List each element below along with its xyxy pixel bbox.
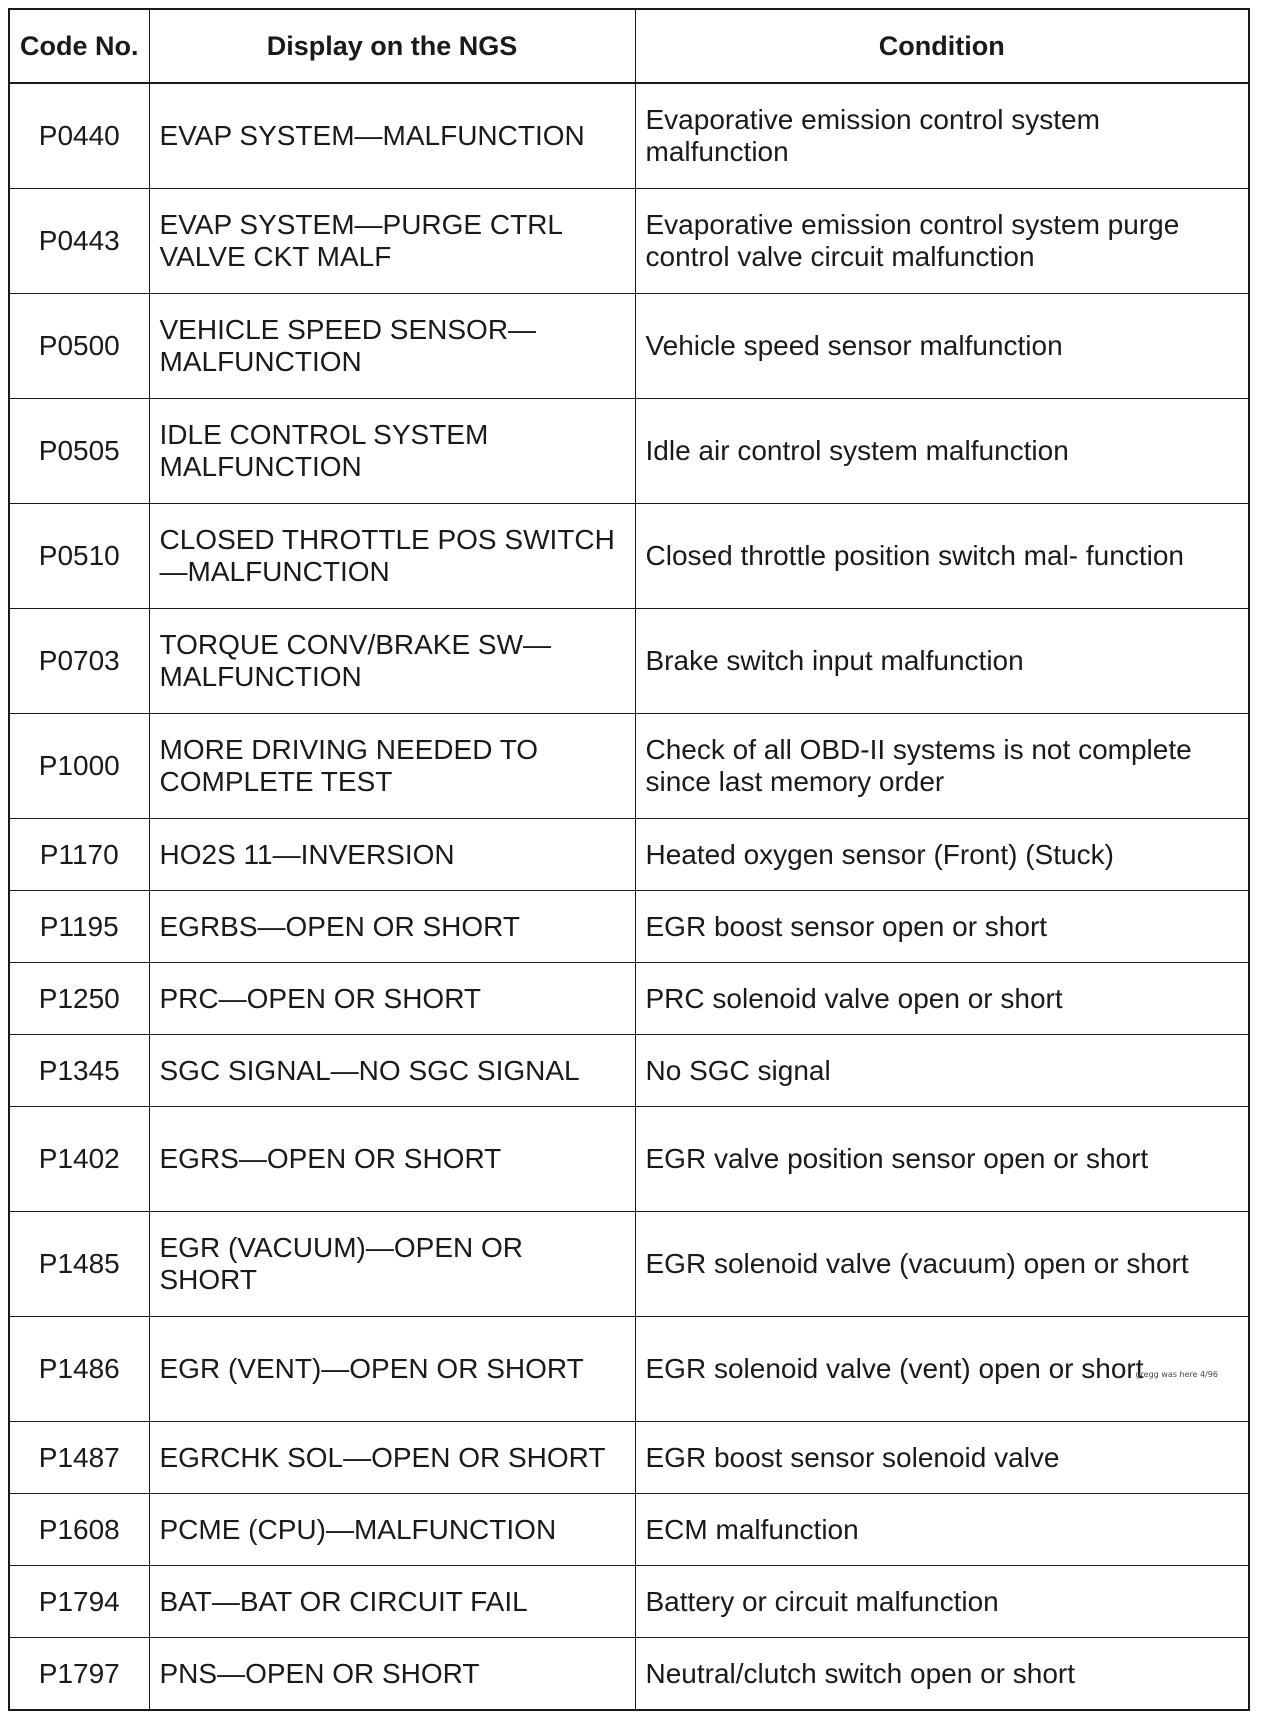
display-cell: EGR (VENT)—OPEN OR SHORT — [149, 1317, 635, 1422]
header-condition: Condition — [635, 9, 1249, 83]
condition-cell: EGR solenoid valve (vacuum) open or short — [635, 1212, 1249, 1317]
code-cell: P0443 — [9, 189, 149, 294]
condition-cell: Battery or circuit malfunction — [635, 1566, 1249, 1638]
condition-cell: Brake switch input malfunction — [635, 609, 1249, 714]
condition-cell: Evaporative emission control system purge control valve circuit malfunction — [635, 189, 1249, 294]
display-cell: EVAP SYSTEM—MALFUNCTION — [149, 83, 635, 189]
display-cell: EGRS—OPEN OR SHORT — [149, 1107, 635, 1212]
display-cell: MORE DRIVING NEEDED TO COMPLETE TEST — [149, 714, 635, 819]
code-cell: P1794 — [9, 1566, 149, 1638]
code-cell: P1195 — [9, 891, 149, 963]
condition-cell — [635, 1317, 1249, 1422]
code-cell: P1345 — [9, 1035, 149, 1107]
code-cell: P1402 — [9, 1107, 149, 1212]
header-display: Display on the NGS — [149, 9, 635, 83]
code-cell: P1486 — [9, 1317, 149, 1422]
display-cell: EGRBS—OPEN OR SHORT — [149, 891, 635, 963]
display-cell: PCME (CPU)—MALFUNCTION — [149, 1494, 635, 1566]
table-row — [9, 1317, 1249, 1422]
display-cell: PRC—OPEN OR SHORT — [149, 963, 635, 1035]
handwritten-note: gregg was here 4/96 — [1135, 1370, 1218, 1379]
table-row — [9, 1494, 1249, 1566]
condition-cell: EGR boost sensor open or short — [635, 891, 1249, 963]
code-cell: P1797 — [9, 1638, 149, 1711]
code-cell: P1485 — [9, 1212, 149, 1317]
display-cell: PNS—OPEN OR SHORT — [149, 1638, 635, 1711]
table-row — [9, 819, 1249, 891]
table-row — [9, 963, 1249, 1035]
condition-cell: Vehicle speed sensor malfunction — [635, 294, 1249, 399]
display-cell: HO2S 11—INVERSION — [149, 819, 635, 891]
table-row — [9, 891, 1249, 963]
table-row — [9, 1035, 1249, 1107]
display-cell: EVAP SYSTEM—PURGE CTRL VALVE CKT MALF — [149, 189, 635, 294]
condition-cell: Closed throttle position switch mal- function — [635, 504, 1249, 609]
code-cell: P0500 — [9, 294, 149, 399]
table-row — [9, 189, 1249, 294]
display-cell: EGRCHK SOL—OPEN OR SHORT — [149, 1422, 635, 1494]
table-row — [9, 714, 1249, 819]
condition-cell: EGR valve position sensor open or short — [635, 1107, 1249, 1212]
code-cell: P1000 — [9, 714, 149, 819]
display-cell: TORQUE CONV/BRAKE SW— MALFUNCTION — [149, 609, 635, 714]
code-cell: P0505 — [9, 399, 149, 504]
display-cell: CLOSED THROTTLE POS SWITCH —MALFUNCTION — [149, 504, 635, 609]
code-cell: P0440 — [9, 83, 149, 189]
header-row — [9, 9, 1249, 83]
code-cell: P0510 — [9, 504, 149, 609]
code-cell: P1487 — [9, 1422, 149, 1494]
table-row — [9, 609, 1249, 714]
table-row — [9, 294, 1249, 399]
condition-cell: ECM malfunction — [635, 1494, 1249, 1566]
condition-cell: Idle air control system malfunction — [635, 399, 1249, 504]
condition-cell: Check of all OBD-II systems is not complete since last memory order — [635, 714, 1249, 819]
table-row — [9, 1107, 1249, 1212]
table-row — [9, 1638, 1249, 1711]
code-cell: P1250 — [9, 963, 149, 1035]
table-row — [9, 1422, 1249, 1494]
table-row — [9, 1566, 1249, 1638]
condition-cell: No SGC signal — [635, 1035, 1249, 1107]
display-cell: SGC SIGNAL—NO SGC SIGNAL — [149, 1035, 635, 1107]
condition-cell: Evaporative emission control system malfunction — [635, 83, 1249, 189]
code-cell: P0703 — [9, 609, 149, 714]
table-row — [9, 399, 1249, 504]
condition-with-note — [646, 1353, 1239, 1385]
condition-cell: Heated oxygen sensor (Front) (Stuck) — [635, 819, 1249, 891]
condition-cell: Neutral/clutch switch open or short — [635, 1638, 1249, 1711]
header-code: Code No. — [9, 9, 149, 83]
table-row — [9, 504, 1249, 609]
table-row — [9, 83, 1249, 189]
display-cell: IDLE CONTROL SYSTEM MALFUNCTION — [149, 399, 635, 504]
display-cell: VEHICLE SPEED SENSOR— MALFUNCTION — [149, 294, 635, 399]
table-row — [9, 1212, 1249, 1317]
condition-text: EGR solenoid valve (vent) open or short — [645, 1353, 1144, 1384]
condition-cell: PRC solenoid valve open or short — [635, 963, 1249, 1035]
display-cell: BAT—BAT OR CIRCUIT FAIL — [149, 1566, 635, 1638]
code-cell: P1170 — [9, 819, 149, 891]
code-cell: P1608 — [9, 1494, 149, 1566]
condition-cell: EGR boost sensor solenoid valve — [635, 1422, 1249, 1494]
dtc-table — [8, 8, 1250, 1711]
display-cell: EGR (VACUUM)—OPEN OR SHORT — [149, 1212, 635, 1317]
